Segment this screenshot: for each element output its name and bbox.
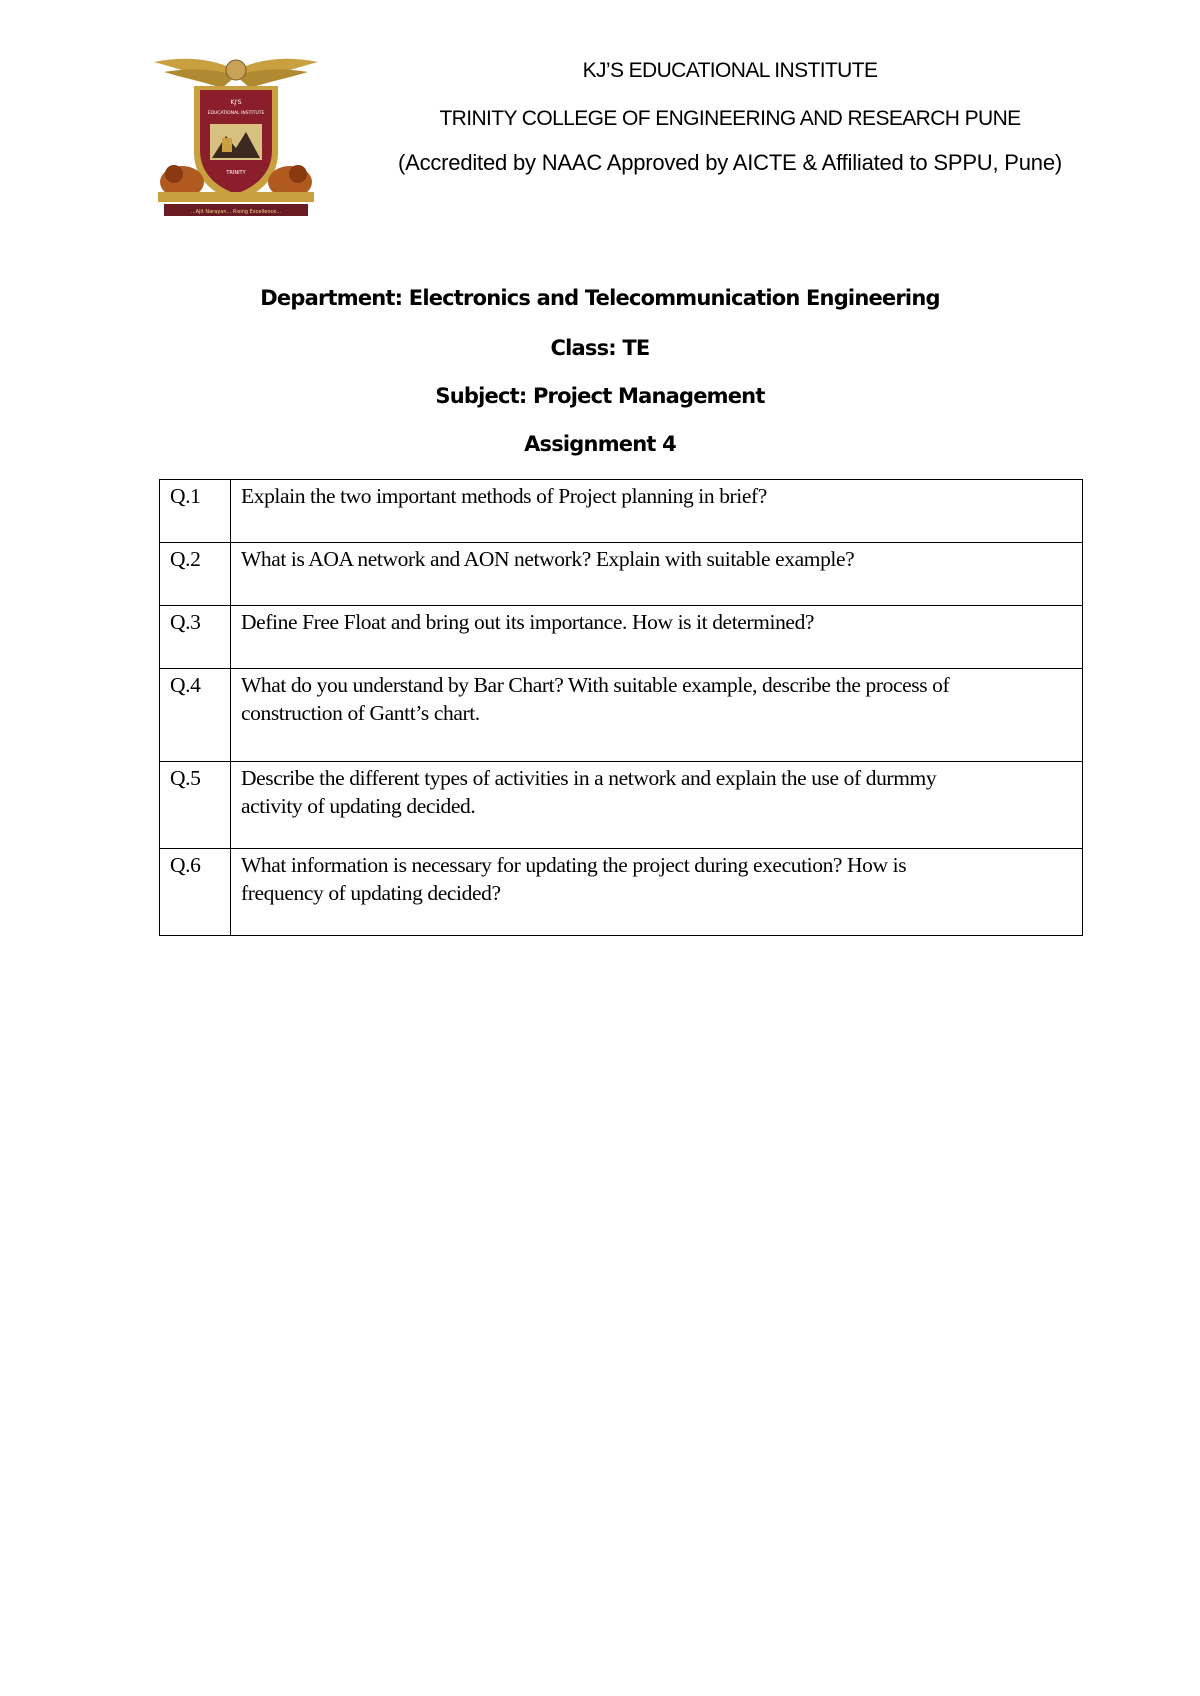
table-row bbox=[160, 669, 1083, 762]
question-number: Q.5 bbox=[160, 762, 231, 849]
questions-table bbox=[159, 479, 1083, 936]
logo-ribbon-text: ...Ajit Narayan... Rising Excellence... bbox=[190, 209, 282, 215]
question-number: Q.2 bbox=[160, 543, 231, 606]
table-row bbox=[160, 762, 1083, 849]
question-number: Q.1 bbox=[160, 480, 231, 543]
subject-heading: Subject: Project Management bbox=[435, 384, 765, 408]
class-heading: Class: TE bbox=[550, 336, 650, 360]
table-row bbox=[160, 606, 1083, 669]
question-number: Q.3 bbox=[160, 606, 231, 669]
table-row bbox=[160, 480, 1083, 543]
question-text: What information is necessary for updating the project during execution? How is frequency of updating decided? bbox=[231, 849, 1083, 936]
logo-top-text: KJ'S bbox=[230, 99, 242, 106]
logo-middle-text: EDUCATIONAL INSTITUTE bbox=[207, 111, 265, 116]
institute-name: KJ’S EDUCATIONAL INSTITUTE bbox=[582, 59, 878, 82]
accreditation-note: (Accredited by NAAC Approved by AICTE & Affiliated to SPPU, Pune) bbox=[397, 150, 1063, 175]
college-name: TRINITY COLLEGE OF ENGINEERING AND RESEARCH PUNE bbox=[439, 107, 1021, 130]
department-heading: Department: Electronics and Telecommunication Engineering bbox=[260, 286, 940, 310]
college-logo bbox=[152, 52, 320, 224]
question-number: Q.6 bbox=[160, 849, 231, 936]
institution-header bbox=[330, 55, 1130, 178]
question-number: Q.4 bbox=[160, 669, 231, 762]
table-row bbox=[160, 849, 1083, 936]
question-text: Describe the different types of activities in a network and explain the use of durmmy activity of updating decided. bbox=[231, 762, 1083, 849]
question-text: What do you understand by Bar Chart? With suitable example, describe the process of construction of Gantt’s chart. bbox=[231, 669, 1083, 762]
logo-bottom-text: TRINITY bbox=[226, 170, 246, 176]
question-text: Explain the two important methods of Project planning in brief? bbox=[231, 480, 1083, 543]
assignment-title: Assignment 4 bbox=[524, 432, 676, 456]
question-text: What is AOA network and AON network? Explain with suitable example? bbox=[231, 543, 1083, 606]
table-row bbox=[160, 543, 1083, 606]
question-text: Define Free Float and bring out its importance. How is it determined? bbox=[231, 606, 1083, 669]
